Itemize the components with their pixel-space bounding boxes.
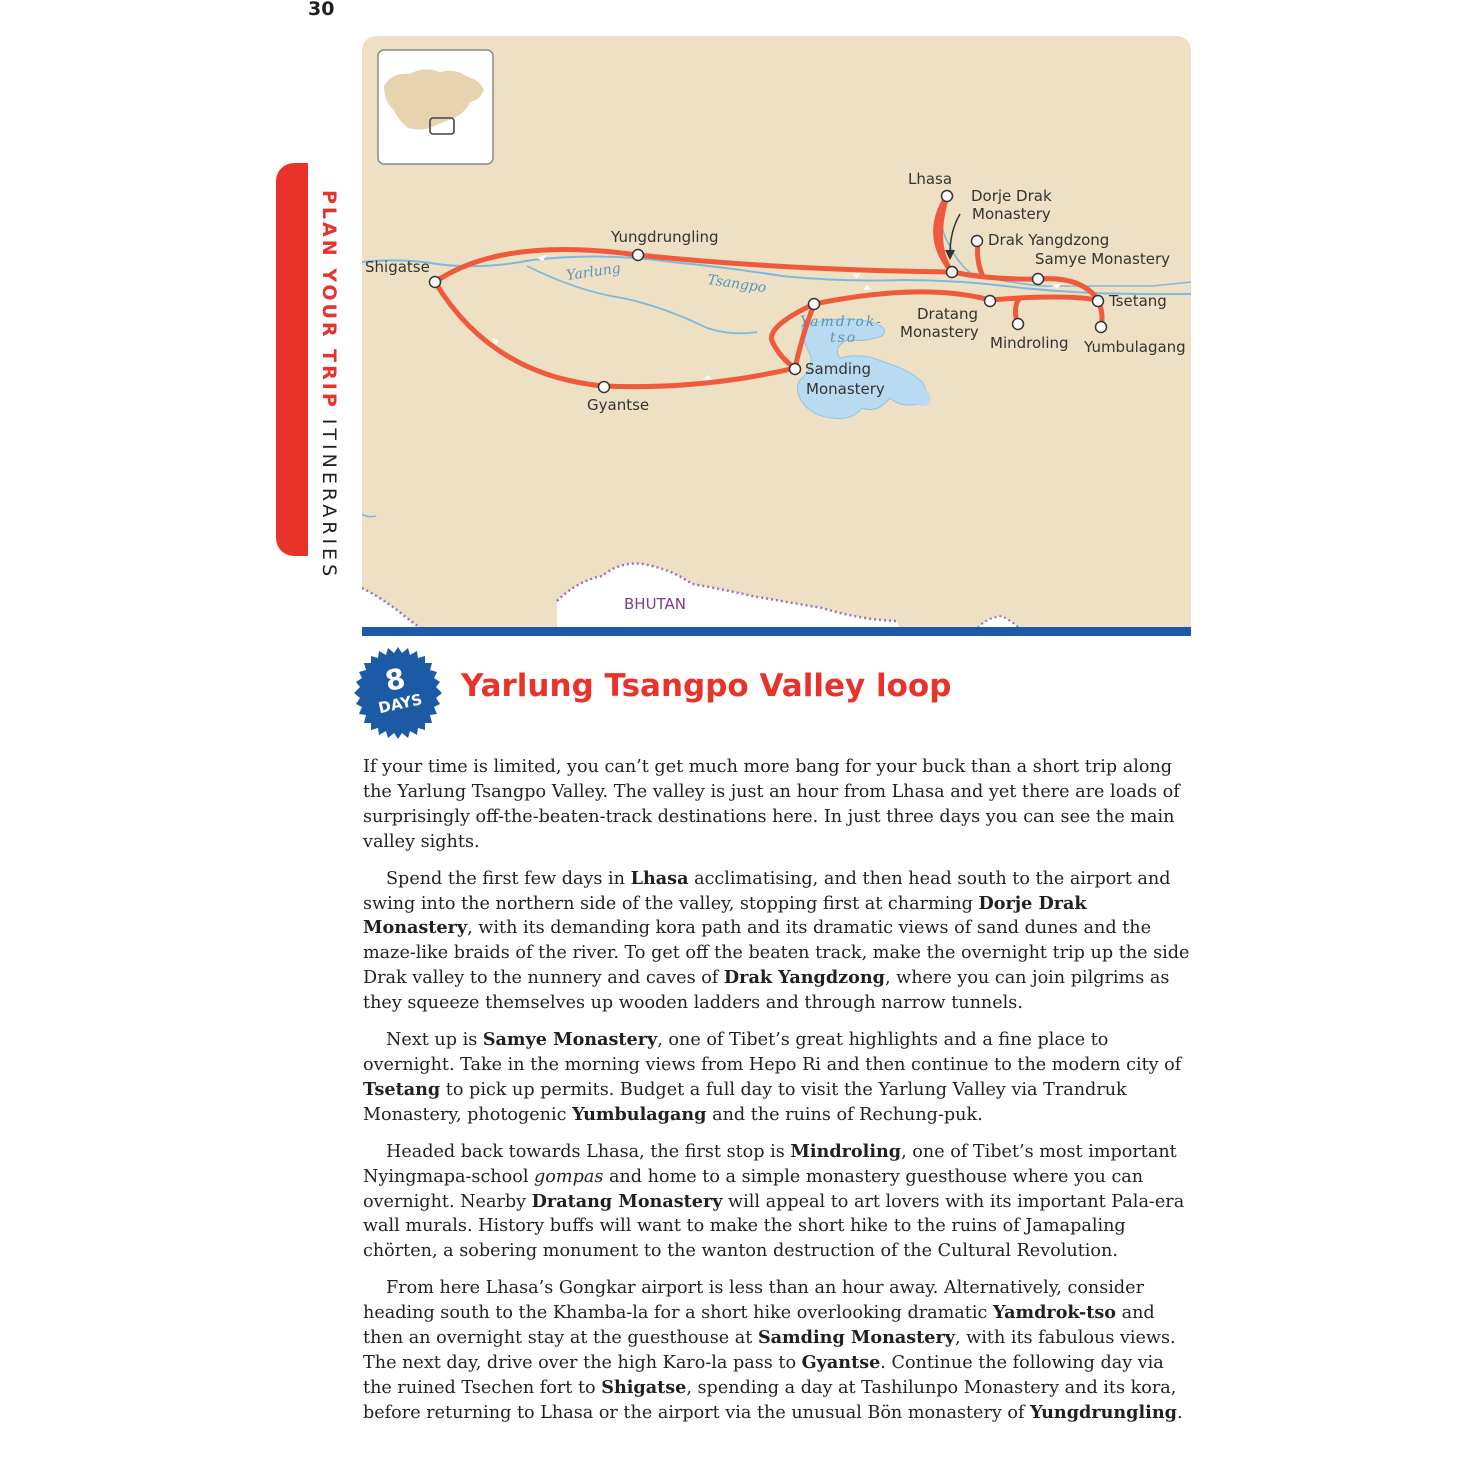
text-run: Headed back towards Lhasa, the first stop is xyxy=(386,1141,791,1162)
paragraph-intro: If your time is limited, you can’t get much more bang for your buck than a short trip along the Yarlung Tsangpo Valley. The valley is just an hour from Lhasa and yet there are loads of surprisingly off-the-beaten-track destinations here. In just three days you can see the main valley sights. xyxy=(363,757,1180,852)
text-run: to pick up permits. Budget a full day to visit the Yarlung Valley via Trandruk Monastery, photogenic xyxy=(363,1079,1127,1125)
itinerary-body xyxy=(363,755,1191,1438)
label-mindroling: Mindroling xyxy=(990,334,1069,352)
label-samding-1: Samding xyxy=(805,360,872,378)
highlight-yumbulagang: Yumbulagang xyxy=(572,1103,707,1125)
highlight-samye: Samye Monastery xyxy=(482,1029,658,1051)
text-run: , one of Tibet’s most important Nyingmapa-school xyxy=(363,1141,1177,1187)
text-run: and then an overnight stay at the guesthouse at xyxy=(363,1303,1155,1349)
marker-yamdrok-pass xyxy=(809,299,820,310)
days-badge xyxy=(352,647,444,739)
label-yungdrungling: Yungdrungling xyxy=(611,228,719,246)
marker-yumbulagang xyxy=(1096,322,1107,333)
paragraph-return xyxy=(363,1276,1191,1425)
marker-drak-yangdzong xyxy=(972,236,983,247)
label-tsetang: Tsetang xyxy=(1109,292,1167,310)
text-run: acclimatising, and then head south to the airport and swing into the northern side of the valley, stopping first at charming xyxy=(363,868,1171,914)
itinerary-map xyxy=(362,36,1191,636)
section-label xyxy=(318,190,340,580)
days-badge-svg xyxy=(352,647,444,739)
marker-shigatse xyxy=(430,277,441,288)
marker-yungdrungling xyxy=(633,250,644,261)
highlight-dratang: Dratang Monastery xyxy=(531,1190,723,1212)
page-number: 30 xyxy=(308,0,335,20)
text-run: , where you can join pilgrims as they squeeze themselves up wooden ladders and through narrow tunnels. xyxy=(363,968,1170,1014)
highlight-dorje-drak: Dorje Drak Monastery xyxy=(363,892,1087,939)
text-run: , with its fabulous views. The next day, drive over the high Karo-la pass to xyxy=(363,1328,1176,1373)
marker-samye xyxy=(1033,274,1044,285)
highlight-samding: Samding Monastery xyxy=(757,1327,955,1349)
text-run: . Continue the following day via the ruined Tsechen fort to xyxy=(363,1352,1164,1398)
chapter-name: ITINERARIES xyxy=(318,418,340,581)
label-dratang-2: Monastery xyxy=(900,323,979,341)
highlight-drak-yangdzong: Drak Yangdzong xyxy=(723,967,885,989)
tsangpo-label: Tsangpo xyxy=(706,272,768,297)
text-run: and home to a simple monastery guesthouse where you can overnight. Nearby xyxy=(363,1166,1144,1212)
marker-mindroling xyxy=(1013,319,1024,330)
highlight-yamdrok-tso: Yamdrok-tso xyxy=(992,1302,1116,1324)
yarlung-label: Yarlung xyxy=(565,260,622,284)
text-run: and the ruins of Rechung-puk. xyxy=(706,1104,983,1125)
itinerary-title: Yarlung Tsangpo Valley loop xyxy=(461,668,952,704)
map-bottom-bar xyxy=(362,627,1191,636)
highlight-yungdrungling: Yungdrungling xyxy=(1030,1401,1177,1423)
paragraph-mindroling xyxy=(363,1140,1191,1265)
lake-label-line1: Yamdrok- xyxy=(800,314,883,330)
highlight-gyantse: Gyantse xyxy=(801,1351,881,1373)
label-drak-yangdzong: Drak Yangdzong xyxy=(988,231,1110,249)
map-svg xyxy=(362,36,1191,636)
label-gyantse: Gyantse xyxy=(587,396,650,414)
lake-label-line2: tso xyxy=(830,330,858,346)
marker-gyantse xyxy=(599,382,610,393)
marker-samding xyxy=(790,364,801,375)
text-run: Spend the first few days in xyxy=(386,868,631,889)
label-samye: Samye Monastery xyxy=(1035,250,1170,268)
label-shigatse: Shigatse xyxy=(365,258,430,276)
label-samding-2: Monastery xyxy=(806,380,885,398)
route-tsetang-dratang xyxy=(990,297,1098,300)
text-run: . xyxy=(1176,1402,1183,1423)
marker-dorje-drak xyxy=(947,267,958,278)
text-run: , with its demanding kora path and its dramatic views of sand dunes and the maze-like braids of the river. To get off the beaten track, make the overnight trip up the side Drak valley to the nunnery and caves of xyxy=(363,918,1190,989)
inset-map xyxy=(378,50,493,164)
text-run: will appeal to art lovers with its important Pala-era wall murals. History buffs will want to make the short hike to the ruins of Jamapaling chörten, a sobering monument to the wanton destruction of the Cultural Revolution. xyxy=(363,1191,1185,1262)
label-dorje-drak-1: Dorje Drak xyxy=(971,187,1052,205)
paragraph-lhasa xyxy=(363,867,1191,1016)
text-run: , one of Tibet’s great highlights and a fine place to overnight. Take in the morning views from Hepo Ri and then continue to the modern city of xyxy=(363,1030,1182,1075)
text-run: Next up is xyxy=(386,1030,483,1051)
highlight-shigatse: Shigatse xyxy=(601,1376,687,1398)
text-run: , spending a day at Tashilunpo Monastery and its kora, before returning to Lhasa or the airport via the unusual Bön monastery of xyxy=(363,1377,1177,1423)
highlight-tsetang: Tsetang xyxy=(363,1078,441,1100)
italic-gompas: gompas xyxy=(534,1166,604,1187)
marker-lhasa xyxy=(942,191,953,202)
highlight-mindroling: Mindroling xyxy=(790,1140,902,1162)
label-lhasa: Lhasa xyxy=(908,170,953,188)
badge-number: 8 xyxy=(382,661,409,698)
bhutan-label: BHUTAN xyxy=(624,595,687,613)
highlight-lhasa: Lhasa xyxy=(630,867,689,889)
section-name: PLAN YOUR TRIP xyxy=(318,190,340,410)
label-dratang-1: Dratang xyxy=(917,305,979,323)
label-yumbulagang: Yumbulagang xyxy=(1084,338,1186,356)
marker-dratang xyxy=(985,296,996,307)
badge-unit: DAYS xyxy=(376,690,424,718)
paragraph-samye xyxy=(363,1028,1191,1128)
label-dorje-drak-2: Monastery xyxy=(972,205,1051,223)
text-run: From here Lhasa’s Gongkar airport is less than an hour away. Alternatively, consider heading south to the Khamba-la for a short hike overlooking dramatic xyxy=(363,1278,1144,1324)
section-tab xyxy=(276,163,308,556)
marker-tsetang xyxy=(1093,296,1104,307)
